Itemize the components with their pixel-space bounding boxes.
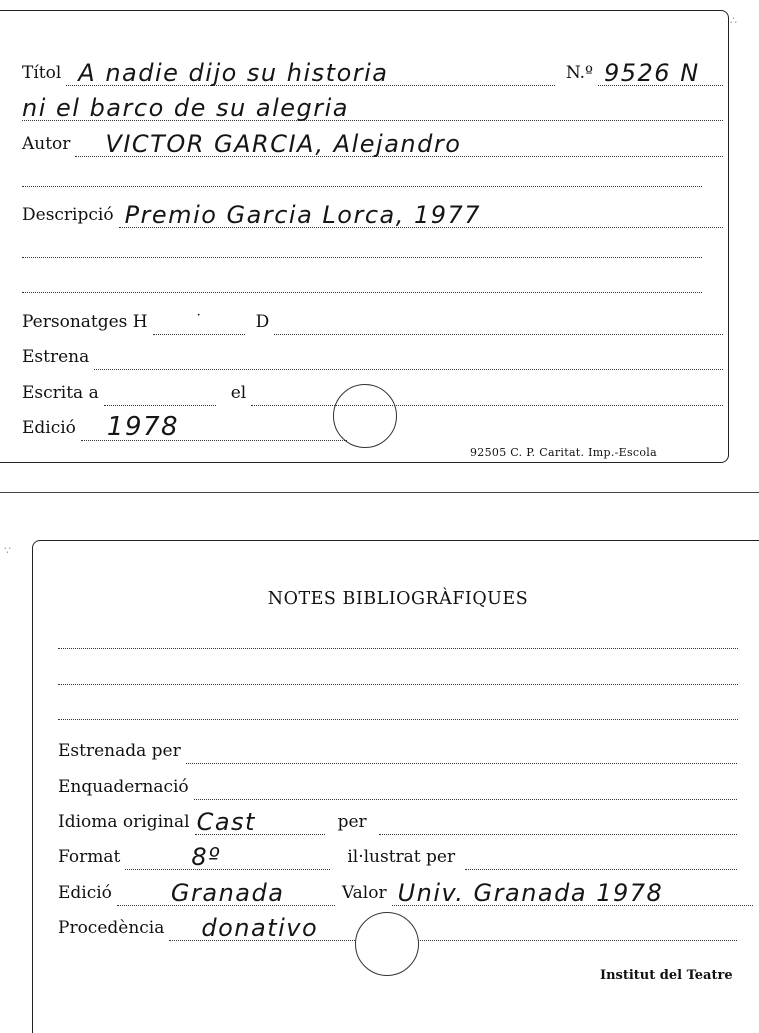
format-row [58, 840, 742, 870]
estrena-row [22, 340, 728, 370]
edicio-label: Edició [22, 418, 76, 438]
format-label: Format [58, 847, 121, 867]
titol-field-2 [22, 90, 723, 121]
titol-row [22, 56, 728, 86]
num-value: 9526 N [604, 59, 700, 87]
scan-speck: ∵ [4, 544, 11, 557]
descripcio-field [119, 197, 723, 228]
estrenada-row [58, 734, 742, 764]
idioma-field [195, 804, 325, 835]
per-label: per [337, 812, 367, 832]
printer-imprint: 92505 C. P. Caritat. Imp.-Escola [470, 446, 657, 459]
autor-label: Autor [22, 134, 71, 154]
escrita-label: Escrita a [22, 383, 99, 403]
titol-value: A nadie dijo su historia [78, 59, 389, 87]
edicio-value-back: Granada [170, 879, 285, 907]
institut-stamp: Institut del Teatre [600, 968, 733, 983]
blank-line [58, 719, 738, 720]
format-value: 8º [191, 843, 221, 871]
estrenada-label: Estrenada per [58, 741, 181, 761]
autor-field [75, 126, 723, 157]
edicio-value: 1978 [106, 412, 180, 442]
enquadernacio-field [194, 769, 737, 800]
scan-speck: ∴ [730, 14, 737, 27]
num-field [598, 55, 723, 86]
descripcio-value: Premio Garcia Lorca, 1977 [124, 201, 482, 229]
descripcio-label: Descripció [22, 205, 114, 225]
titol-value-line2: ni el barco de su alegria [22, 94, 349, 122]
valor-label: Valor [341, 883, 387, 903]
personatges-label: Personatges H [22, 312, 148, 332]
edicio-row [22, 411, 352, 441]
enquadernacio-label: Enquadernació [58, 777, 189, 797]
edicio-label-back: Edició [58, 883, 112, 903]
format-field [125, 839, 330, 870]
edicio-field-back [117, 875, 335, 906]
blank-line [58, 684, 738, 685]
blank-line [22, 186, 702, 187]
illustrat-field [465, 839, 737, 870]
personatges-d-field [274, 304, 723, 335]
el-label: el [230, 383, 247, 403]
personatges-h-value: · [196, 308, 201, 323]
titol-field [66, 55, 555, 86]
procedencia-label: Procedència [58, 918, 165, 938]
punch-hole [355, 912, 419, 976]
estrena-field [94, 339, 723, 370]
illustrat-label: il·lustrat per [347, 847, 456, 867]
per-field [379, 804, 737, 835]
idioma-label: Idioma original [58, 812, 190, 832]
autor-value: VICTOR GARCIA, Alejandro [105, 130, 462, 158]
estrenada-field [186, 733, 737, 764]
separator-line [0, 492, 759, 493]
enquadernacio-row [58, 770, 742, 800]
valor-value: Univ. Granada 1978 [397, 879, 664, 907]
edicio-field [81, 410, 347, 441]
el-field [251, 375, 723, 406]
titol-row-2 [22, 91, 728, 121]
autor-row [22, 127, 728, 157]
idioma-value: Cast [196, 808, 256, 836]
blank-line [58, 648, 738, 649]
titol-label: Títol [22, 63, 62, 83]
personatges-h-field [153, 304, 245, 335]
notes-title: NOTES BIBLIOGRÀFIQUES [267, 589, 529, 609]
edicio-valor-row [58, 876, 758, 906]
blank-line [22, 257, 702, 258]
punch-hole [333, 384, 397, 448]
idioma-row [58, 805, 742, 835]
procedencia-field [169, 910, 737, 941]
personatges-row [22, 305, 728, 335]
procedencia-value: donativo [201, 914, 319, 942]
blank-line [22, 292, 702, 293]
estrena-label: Estrena [22, 347, 90, 367]
descripcio-row [22, 198, 728, 228]
valor-field [392, 875, 753, 906]
num-label: N.º [565, 63, 593, 83]
personatges-d-label: D [255, 312, 270, 332]
escrita-field [104, 375, 216, 406]
